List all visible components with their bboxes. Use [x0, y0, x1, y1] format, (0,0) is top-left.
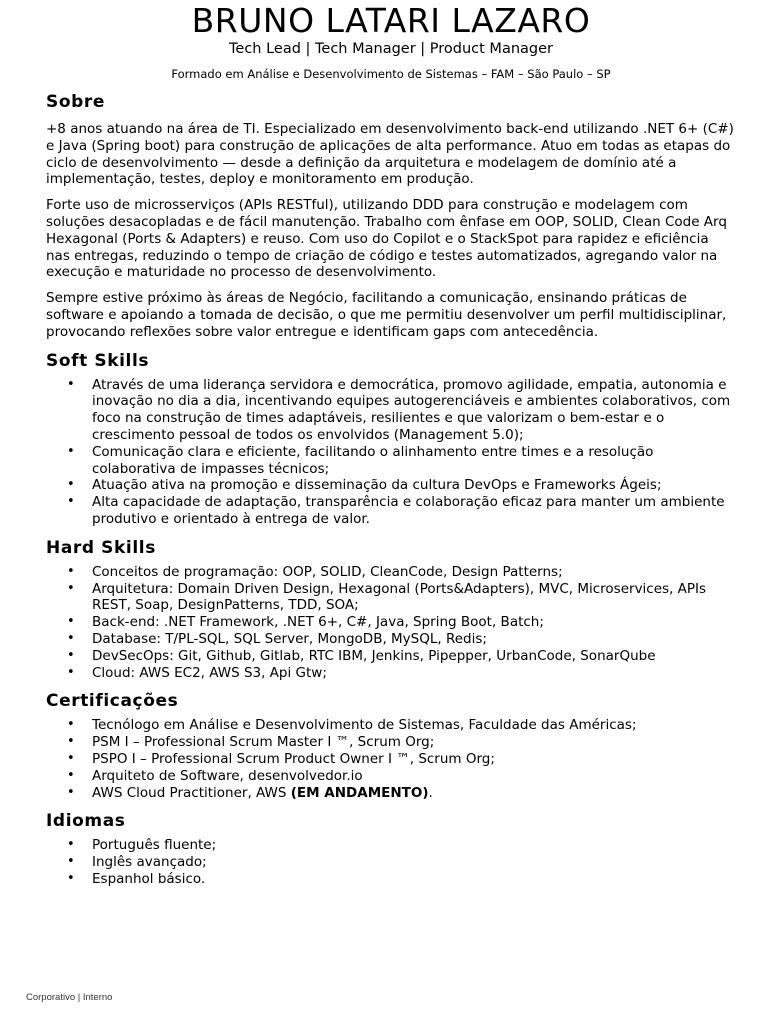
- cert-status: (EM ANDAMENTO): [290, 784, 429, 801]
- section-soft-skills: [46, 350, 736, 528]
- list-item: • Database: T/PL-SQL, SQL Server, MongoDB, MySQL, Redis;: [92, 631, 736, 648]
- list-item: • Arquitetura: Domain Driven Design, Hexagonal (Ports&Adapters), MVC, Microservices, APIs REST, Soap, DesignPatterns, TDD, SOA;: [92, 581, 736, 615]
- list-item: • PSPO I – Professional Scrum Product Owner I ™, Scrum Org;: [92, 751, 736, 768]
- list-item: • Espanhol básico.: [92, 871, 736, 888]
- section-sobre: [46, 91, 736, 341]
- candidate-roles: Tech Lead | Tech Manager | Product Manager: [229, 41, 553, 57]
- section-idiomas: [46, 810, 736, 887]
- list-item: • PSM I – Professional Scrum Master I ™, Scrum Org;: [92, 734, 736, 751]
- sobre-paragraph: Forte uso de microsserviços (APIs RESTful), utilizando DDD para construção e modelagem com soluções desacopladas e de fácil manutenção. Trabalho com ênfase em OOP, SOLID, Clean Code Arq Hexagonal (Ports & Adapters) e reuso. Com uso do Copilot e o StackSpot para rapidez e eficiência nas entregas, reduzindo o tempo de criação de código e testes automatizados, agregando valor na execução e maturidade no processo de desenvolvimento.: [46, 197, 727, 281]
- idiomas-list: [46, 837, 736, 887]
- sobre-paragraph: +8 anos atuando na área de TI. Especializado em desenvolvimento back-end utilizando .NET 6+ (C#) e Java (Spring boot) para construção de aplicações de alta performance. Atuo em todas as etapas do ciclo de desenvolvimento — desde a definição da arquitetura e modelagem de domínio até a implementação, testes, deploy e monitoramento em produção.: [46, 121, 734, 188]
- list-item: [92, 785, 736, 802]
- list-item: • DevSecOps: Git, Github, Gitlab, RTC IBM, Jenkins, Pipepper, UrbanCode, SonarQube: [92, 648, 736, 665]
- list-item: • Atuação ativa na promoção e disseminação da cultura DevOps e Frameworks Ágeis;: [92, 477, 736, 494]
- list-item: • Cloud: AWS EC2, AWS S3, Api Gtw;: [92, 665, 736, 682]
- cert-suffix: .: [428, 784, 433, 801]
- list-item: • Back-end: .NET Framework, .NET 6+, C#, Java, Spring Boot, Batch;: [92, 614, 736, 631]
- sobre-paragraph: Sempre estive próximo às áreas de Negócio, facilitando a comunicação, ensinando práticas de software e apoiando a tomada de decisão, o que me permitiu desenvolver um perfil multidisciplinar, provocando reflexões sobre valor entregue e identificam gaps com antecedência.: [46, 290, 727, 340]
- cert-text: AWS Cloud Practitioner, AWS: [92, 784, 291, 801]
- section-title-sobre: Sobre: [46, 92, 106, 112]
- section-title-soft-skills: Soft Skills: [46, 350, 150, 371]
- list-item: • Inglês avançado;: [92, 854, 736, 871]
- list-item: • Tecnólogo em Análise e Desenvolvimento de Sistemas, Faculdade das Américas;: [92, 717, 736, 734]
- list-item: • Arquiteto de Software, desenvolvedor.io: [92, 768, 736, 785]
- hard-skills-list: [46, 564, 736, 682]
- list-item: • Português fluente;: [92, 837, 736, 854]
- section-hard-skills: [46, 537, 736, 682]
- candidate-name: BRUNO LATARI LAZARO: [191, 1, 591, 40]
- section-certificacoes: [46, 690, 736, 801]
- certificacoes-list: [46, 717, 736, 801]
- section-title-hard-skills: Hard Skills: [46, 537, 156, 558]
- footer-classification: Corporativo | Interno: [26, 992, 113, 1003]
- section-title-idiomas: Idiomas: [46, 811, 126, 832]
- list-item: • Comunicação clara e eficiente, facilitando o alinhamento entre times e a resolução colaborativa de impasses técnicos;: [92, 444, 736, 478]
- list-item: • Conceitos de programação: OOP, SOLID, CleanCode, Design Patterns;: [92, 564, 736, 581]
- candidate-education: Formado em Análise e Desenvolvimento de Sistemas – FAM – São Paulo – SP: [171, 67, 611, 81]
- resume-page: [46, 0, 736, 888]
- soft-skills-list: [46, 377, 736, 528]
- section-title-certificacoes: Certificações: [46, 691, 179, 712]
- list-item: • Alta capacidade de adaptação, transparência e colaboração eficaz para manter um ambiente produtivo e orientado à entrega de valor.: [92, 494, 736, 528]
- list-item: • Através de uma liderança servidora e democrática, promovo agilidade, empatia, autonomia e inovação no dia a dia, incentivando equipes autogerenciáveis e ambientes colaborativos, com foco na construção de times adaptáveis, resilientes e que valorizam o bem-estar e o crescimento pessoal de todos os envolvidos (Management 5.0);: [92, 377, 736, 444]
